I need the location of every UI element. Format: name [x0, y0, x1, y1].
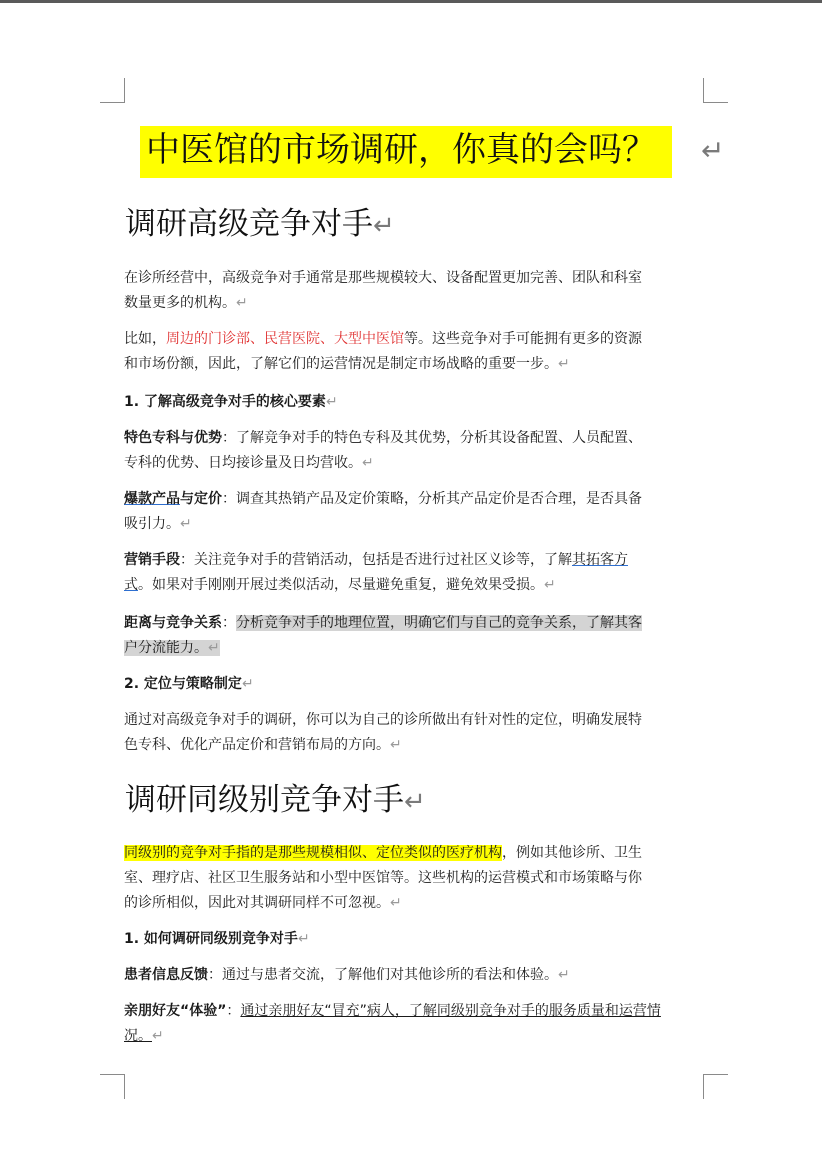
item-label[interactable]: 患者信息反馈 — [124, 967, 208, 983]
text-segment[interactable]: 比如， — [124, 331, 166, 347]
crop-mark-top-right — [703, 78, 728, 103]
paragraph-mark-icon: ↵ — [180, 516, 192, 532]
text-line[interactable]: 和市场份额，因此，了解它们的运营情况是制定市场战略的重要一步。 — [124, 356, 558, 372]
list-item-friends-experience[interactable] — [124, 999, 704, 1049]
section-heading-advanced[interactable] — [125, 204, 395, 246]
underlined-text-segment[interactable]: 通过亲朋好友“冒充”病人，了解同级别竞争对手的服务质量和运营情 — [240, 1003, 661, 1019]
crop-mark-bottom-right — [703, 1074, 728, 1099]
paragraph-mark-icon: ↵ — [241, 676, 254, 692]
list-item-products[interactable] — [124, 487, 704, 537]
paragraph-mark-icon: ↵ — [236, 295, 248, 311]
paragraph-mark-icon: ↵ — [297, 931, 310, 947]
item-label[interactable]: 亲朋好友“体验” — [124, 1003, 227, 1019]
subheading-text[interactable]: 2. 定位与策略制定 — [124, 676, 242, 692]
heading-text[interactable]: 调研高级竞争对手 — [125, 206, 373, 242]
paragraph-mark-icon: ↵ — [373, 211, 395, 241]
crop-mark-bottom-left — [100, 1074, 125, 1099]
item-label[interactable]: 特色专科与优势 — [124, 430, 222, 446]
subheading-text[interactable]: 1. 了解高级竞争对手的核心要素 — [124, 394, 326, 410]
underlined-text-segment[interactable]: 式 — [124, 577, 138, 593]
crop-mark-top-left — [100, 78, 125, 103]
list-item-distance[interactable] — [124, 611, 704, 661]
document-title[interactable]: 中医馆的市场调研，你真的会吗？ — [140, 126, 672, 178]
list-item-marketing[interactable] — [124, 548, 704, 598]
subheading-how-to[interactable] — [124, 927, 704, 952]
item-label[interactable]: 距离与竞争关系 — [124, 615, 222, 631]
text-segment[interactable]: 等。这些竞争对手可能拥有更多的资源 — [404, 331, 642, 347]
text-line[interactable]: 数量更多的机构。 — [124, 295, 236, 311]
red-text-segment[interactable]: 周边的门诊部、民营医院、大型中医馆 — [166, 331, 404, 347]
text-line[interactable]: 的诊所相似，因此对其调研同样不可忽视。 — [124, 895, 390, 911]
list-item-patient-feedback[interactable] — [124, 963, 704, 988]
underlined-text-segment[interactable]: 况。 — [124, 1028, 152, 1044]
highlighted-text-segment[interactable]: 同级别的竞争对手指的是那些规模相似、定位类似的医疗机构 — [124, 845, 502, 861]
paragraph-mark-icon: ↵ — [325, 394, 338, 410]
paragraph-mark-icon: ↵ — [558, 356, 570, 372]
paragraph-mark-icon: ↵ — [701, 134, 725, 167]
paragraph-mark-icon: ↵ — [362, 455, 374, 471]
text-segment[interactable]: ：通过与患者交流，了解他们对其他诊所的看法和体验。 — [208, 967, 558, 983]
text-line[interactable]: 室、理疗店、社区卫生服务站和小型中医馆等。这些机构的运营模式和市场策略与你 — [124, 870, 642, 886]
text-line[interactable]: 通过对高级竞争对手的调研，你可以为自己的诊所做出有针对性的定位，明确发展特 — [124, 712, 642, 728]
item-label[interactable]: 营销手段 — [124, 552, 180, 568]
text-segment[interactable]: ：调查其热销产品及定价策略，分析其产品定价是否合理，是否具备 — [222, 491, 642, 507]
item-label[interactable]: 与定价 — [180, 491, 222, 507]
text-segment[interactable]: ： — [222, 615, 236, 631]
paragraph-examples[interactable] — [124, 327, 704, 377]
text-segment[interactable]: ：关注竞争对手的营销活动，包括是否进行过社区义诊等，了解 — [180, 552, 572, 568]
underlined-text-segment[interactable]: 其拓客方 — [572, 552, 628, 568]
paragraph-mark-icon: ↵ — [558, 967, 570, 983]
section-heading-same-level[interactable] — [125, 780, 426, 822]
subheading-positioning[interactable] — [124, 672, 704, 697]
paragraph-same-level-intro[interactable] — [124, 841, 704, 916]
text-segment[interactable]: ：了解竞争对手的特色专科及其优势，分析其设备配置、人员配置、 — [222, 430, 642, 446]
paragraph-mark-icon: ↵ — [390, 737, 402, 753]
text-segment[interactable]: ： — [226, 1003, 241, 1019]
paragraph-mark-icon: ↵ — [390, 895, 402, 911]
window-top-border — [0, 0, 822, 3]
text-line[interactable]: 吸引力。 — [124, 516, 180, 532]
paragraph-mark-icon: ↵ — [544, 577, 556, 593]
subheading-text[interactable]: 1. 如何调研同级别竞争对手 — [124, 931, 298, 947]
paragraph-mark-icon: ↵ — [404, 787, 426, 817]
text-line[interactable]: 专科的优势、日均接诊量及日均营收。 — [124, 455, 362, 471]
subheading-core-elements[interactable] — [124, 390, 704, 415]
list-item-specialty[interactable] — [124, 426, 704, 476]
selected-text-segment[interactable]: 户分流能力。 — [124, 640, 208, 656]
paragraph-positioning[interactable] — [124, 708, 704, 758]
selected-text-segment[interactable]: 分析竞争对手的地理位置，明确它们与自己的竞争关系，了解其客 — [236, 615, 642, 631]
text-segment[interactable]: 。如果对手刚刚开展过类似活动，尽量避免重复，避免效果受损。 — [138, 577, 544, 593]
paragraph-intro[interactable] — [124, 266, 704, 316]
paragraph-mark-icon: ↵ — [208, 640, 220, 656]
heading-text[interactable]: 调研同级别竞争对手 — [125, 782, 404, 818]
text-line[interactable]: 色专科、优化产品定价和营销布局的方向。 — [124, 737, 390, 753]
paragraph-mark-icon: ↵ — [152, 1028, 164, 1044]
title-block[interactable] — [140, 126, 672, 178]
item-label-underlined[interactable]: 爆款产品 — [124, 491, 180, 507]
text-segment[interactable]: ，例如其他诊所、卫生 — [502, 845, 642, 861]
text-line[interactable]: 在诊所经营中，高级竞争对手通常是那些规模较大、设备配置更加完善、团队和科室 — [124, 270, 642, 286]
